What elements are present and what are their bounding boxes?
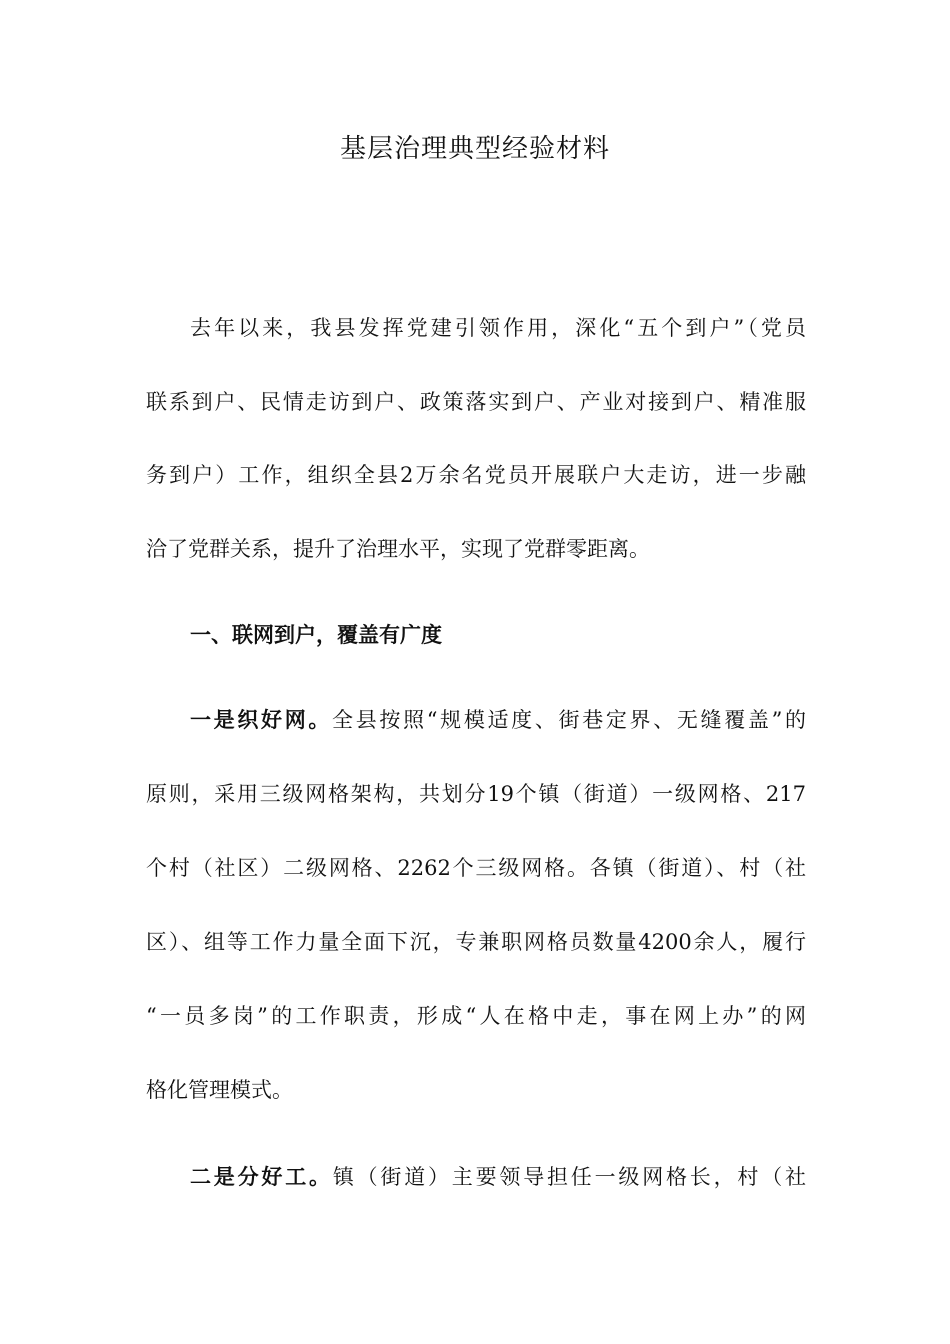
paragraph-1-line-2: 联系到户、民情走访到户、政策落实到户、产业对接到户、精准服 [146,390,806,414]
paragraph-1-line-4: 洽了党群关系，提升了治理水平，实现了党群零距离。 [146,537,650,561]
paragraph-3-lead: 二是分好工。 [190,1164,333,1189]
paragraph-2-line-4: 区）、组等工作力量全面下沉，专兼职网格员数量4200余人，履行 [146,930,806,954]
paragraph-2-lead: 一是织好网。 [190,707,333,732]
paragraph-2-line-6: 格化管理模式。 [146,1078,293,1102]
paragraph-3-line-1 [190,1162,806,1192]
paragraph-3-line-1-text: 镇（街道）主要领导担任一级网格长，村（社 [332,1165,807,1189]
paragraph-1-line-3: 务到户）工作，组织全县2万余名党员开展联户大走访，进一步融 [146,463,806,487]
paragraph-2-line-1 [190,705,806,735]
paragraph-2-line-1-text: 全县按照“规模适度、街巷定界、无缝覆盖”的 [332,708,806,732]
paragraph-2-line-2: 原则，采用三级网格架构，共划分19个镇（街道）一级网格、217 [146,782,806,806]
paragraph-2-line-5: “一员多岗”的工作职责，形成“人在格中走，事在网上办”的网 [146,1004,806,1028]
paragraph-1-line-1: 去年以来，我县发挥党建引领作用，深化“五个到户”（党员 [190,316,806,340]
paragraph-2-line-3: 个村（社区）二级网格、2262个三级网格。各镇（街道）、村（社 [146,856,806,880]
section-heading-1: 一、联网到户，覆盖有广度 [190,622,442,647]
document-title: 基层治理典型经验材料 [339,134,610,164]
